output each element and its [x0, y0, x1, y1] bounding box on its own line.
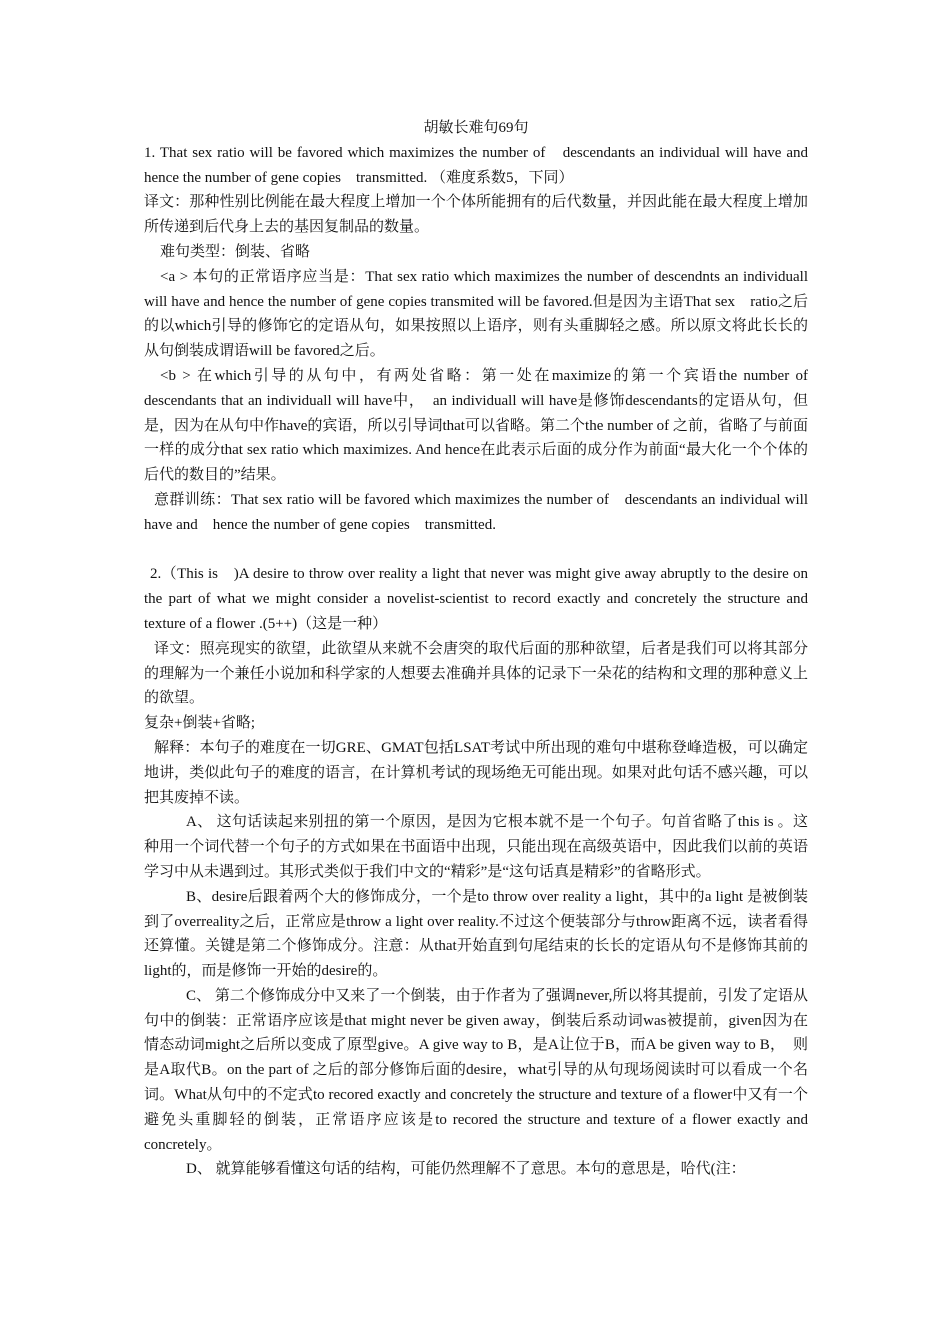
paragraph-gap: [144, 538, 808, 563]
sentence-1-note-a: <a > 本句的正常语序应当是：That sex ratio which maximizes the number of descendnts an individuall will have and hence the number of gene copies transmited will be favored.但是因为主语That sex ratio之后的以which引导的修饰它的定语从句，如果按照以上语序，则有头重脚轻之感。所以原文将此长长的从句倒装成谓语will be favored之后。: [144, 268, 808, 360]
sentence-2-point-a: A、 这句话读起来别扭的第一个原因，是因为它根本就不是一个句子。句首省略了this is 。这种用一个词代替一个句子的方式如果在书面语中出现，只能出现在高级英语中，因此我们以前的英语学习中从未遇到过。其形式类似于我们中文的“精彩”是“这句话真是精彩”的省略形式。: [144, 814, 808, 880]
sentence-2-point-d: D、 就算能够看懂这句话的结构，可能仍然理解不了意思。本句的意思是，哈代(注：: [186, 1161, 746, 1178]
sentence-1-type: 难句类型：倒装、省略: [160, 243, 311, 260]
sentence-1-training: 意群训练：That sex ratio will be favored which maximizes the number of descendants an individual will have and hence the number of gene copies transmitted.: [144, 491, 808, 533]
sentence-2-point-b: B、desire后跟着两个大的修饰成分，一个是to throw over reality a light，其中的a light 是被倒装到了overreality之后，正常应是throw a light over reality.不过这个便装部分与throw距离不远，读者看得还算懂。关键是第二个修饰成分。注意：从that开始直到句尾结束的长长的定语从句不是修饰其前的light的，而是修饰一开始的desire的。: [144, 888, 808, 980]
sentence-2: 2.（This is )A desire to throw over reality a light that never was might give away abruptly to the desire on the part of what we might consider a novelist-scientist to record exactly and concretely the structure and texture of a flower .(5++)（这是一种）: [144, 566, 808, 632]
sentence-2-type: 复杂+倒装+省略;: [144, 715, 256, 732]
sentence-1-note-b: <b > 在which引导的从句中，有两处省略：第一处在maximize的第一个宾语the number of descendants that an individuall will have中， an individuall will have是修饰descendants的定语从句，但是，因为在从句中作have的宾语，所以引导词that可以省略。第二个the number of 之前，省略了与前面一样的成分that sex ratio which maximizes. And hence在此表示后面的成分作为前面“最大化一个个体的后代的数目的”结果。: [144, 367, 808, 484]
sentence-2-explanation: 解释：本句子的难度在一切GRE、GMAT包括LSAT考试中所出现的难句中堪称登峰造极，可以确定地讲，类似此句子的难度的语言，在计算机考试的现场绝无可能出现。如果对此句话不感兴趣，可以把其废掉不读。: [144, 739, 808, 806]
sentence-2-point-c: C、 第二个修饰成分中又来了一个倒装，由于作者为了强调never,所以将其提前，引发了定语从句中的倒装：正常语序应该是that might never be given away，倒装后系动词was被提前，given因为在情态动词might之后所以变成了原型give。A give way to B，是A让位于B，而A be given way to B， 则是A取代B。on the part of 之后的部分修饰后面的desire，what引导的从句现场阅读时可以看成一个名词。What从句中的不定式to recored exactly and concretely the structure and texture of a flower中又有一个避免头重脚轻的倒装，正常语序应该是to recored the structure and texture of a flower exactly and concretely。: [144, 987, 808, 1153]
document-title: 胡敏长难句69句: [423, 120, 529, 136]
sentence-1-translation: 译文：那种性别比例能在最大程度上增加一个个体所能拥有的后代数量，并因此能在最大程度上增加所传递到后代身上去的基因复制品的数量。: [144, 194, 808, 236]
document-page: [144, 116, 824, 1182]
sentence-1: 1. That sex ratio will be favored which maximizes the number of descendants an individual will have and hence the number of gene copies transmitted. （难度系数5，下同）: [144, 144, 824, 186]
sentence-2-translation: 译文：照亮现实的欲望，此欲望从来就不会唐突的取代后面的那种欲望，后者是我们可以将其部分的理解为一个兼任小说加和科学家的人想要去准确并具体的记录下一朵花的结构和文理的那种意义上的欲望。: [144, 640, 808, 707]
